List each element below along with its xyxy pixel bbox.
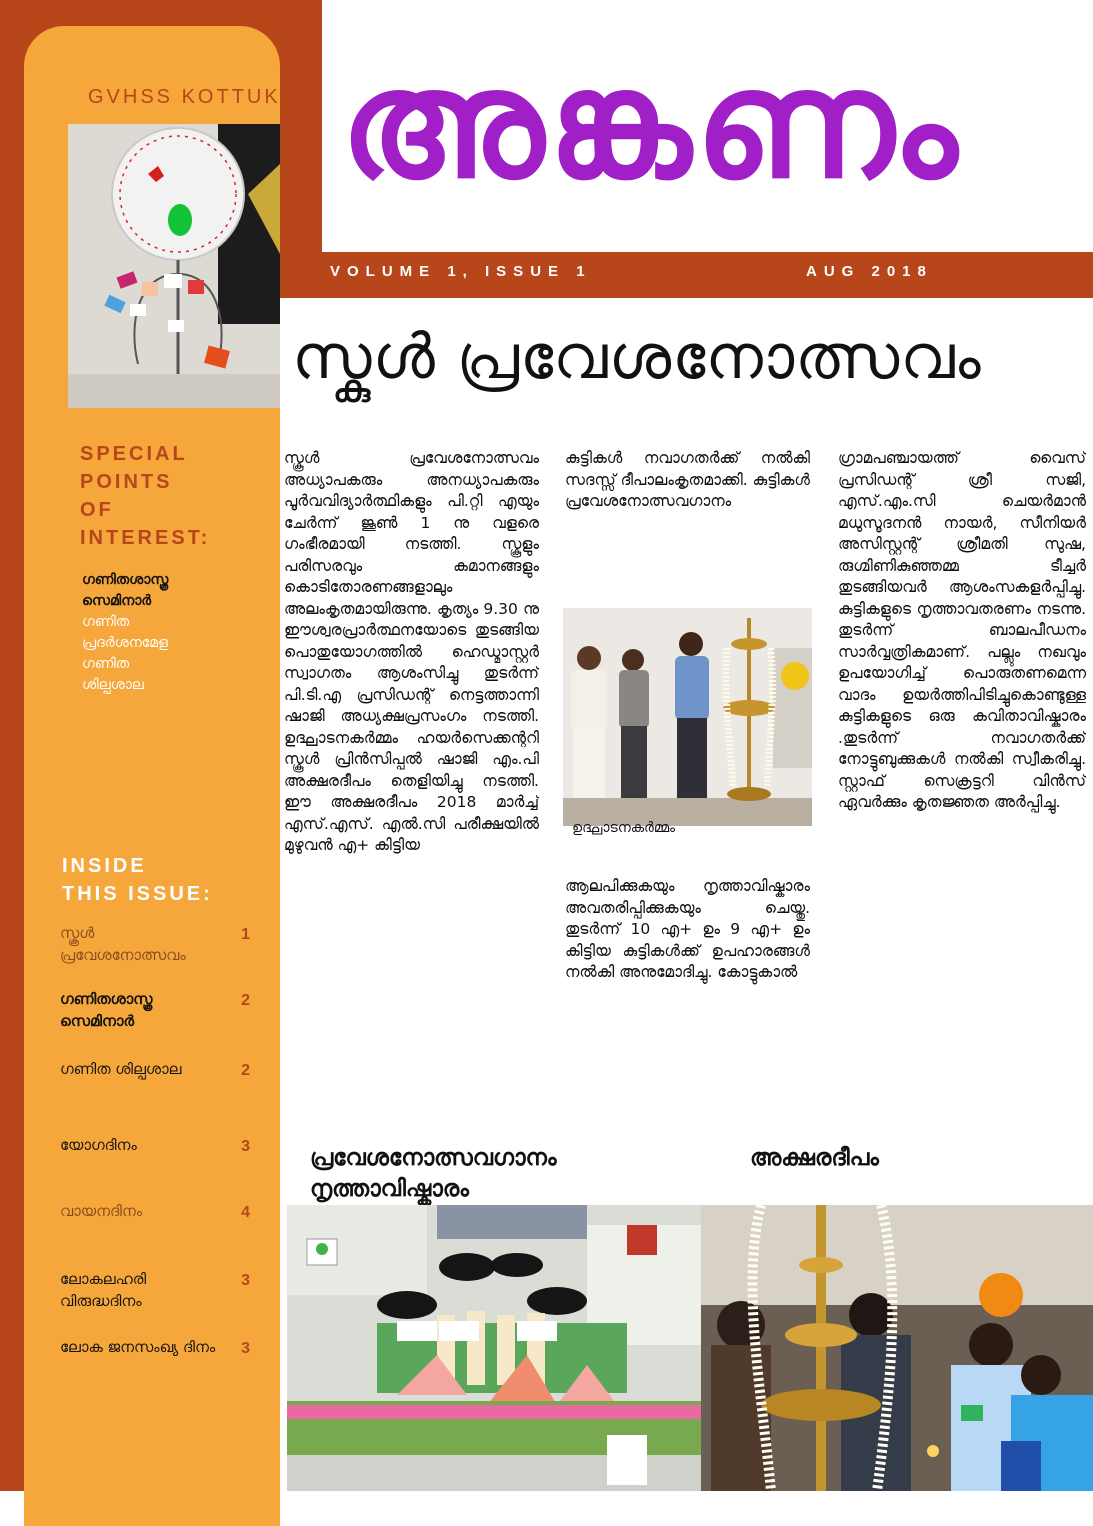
- toc-heading-line: THIS ISSUE:: [62, 883, 213, 905]
- toc-item-page: 2: [241, 992, 250, 1009]
- toc-item[interactable]: [60, 988, 250, 1032]
- points-heading-line: POINTS: [80, 471, 173, 493]
- photo-caption: ഉദ്ഘാടനകർമ്മം: [572, 820, 676, 836]
- article-column-3: [838, 448, 1086, 1023]
- point-item: പ്രദർശനമേള: [82, 635, 168, 651]
- issue-date: AUG 2018: [806, 263, 933, 280]
- toc-item[interactable]: [60, 922, 250, 966]
- song-dance-heading: [310, 1143, 557, 1205]
- song-heading-line: പ്രവേശനോത്സവഗാനം: [310, 1145, 557, 1171]
- points-heading: [80, 440, 210, 552]
- lamp-lighting-photo: [701, 1205, 1093, 1491]
- toc-item-page: 2: [241, 1062, 250, 1079]
- points-heading-line: SPECIAL: [80, 443, 188, 465]
- school-name: GVHSS KOTTUKAL: [88, 86, 312, 108]
- points-heading-line: OF: [80, 499, 114, 521]
- toc-item-page: 3: [241, 1138, 250, 1155]
- newsletter-title: അങ്കണം: [340, 38, 962, 212]
- dance-photo: [287, 1205, 701, 1491]
- article-paragraph: കുട്ടികൾ നവാഗതർക്ക് നൽകി സദസ്സ് ദീപാലംകൃതമാക്കി. കുട്ടികൾ പ്രവേശനോത്സവഗാനം: [565, 449, 810, 510]
- toc-item-title: യോഗദിനം: [60, 1136, 137, 1154]
- issue-volume: VOLUME 1, ISSUE 1: [330, 263, 592, 280]
- toc-item[interactable]: [60, 1058, 250, 1080]
- point-item: ശില്പശാല: [82, 677, 144, 693]
- article-paragraph: ഗ്രാമപഞ്ചായത്ത് വൈസ് പ്രസിഡന്റ് ശ്രീ സജി, എസ്.എം.സി ചെയർമാൻ മധുസൂദനൻ നായർ, സീനിയർ അസിസ്റ്റന്റ് ശ്രീമതി സുഷ, രുഗ്മിണികുഞ്ഞമ്മ ടീച്ചർ തുടങ്ങിയവർ ആശംസകളർപ്പിച്ചു. കുട്ടികളുടെ നൃത്താവതരണം നടന്നു. തുടർന്ന് ബാലപീഡനം സാർവ്വത്രികമാണ്. പല്ലും നഖവും ഉപയോഗിച്ച് പൊരുതണമെന്ന വാദം ഉയർത്തിപിടിച്ചുകൊണ്ടുള്ള കുട്ടികളുടെ ഒരു കവിതാവിഷ്കാരം .തുടർന്ന് നവാഗതർക്ക് നോട്ടുബുക്കുകൾ നൽകി സ്വീകരിച്ചു. സ്റ്റാഫ് സെക്രട്ടറി വിൻസ് ഏവർക്കും കൃതജ്ഞത അർപ്പിച്ചു.: [838, 449, 1086, 811]
- article-column-1: [284, 448, 539, 1128]
- toc-item-title: ഗണിത ശില്പശാല: [60, 1060, 182, 1078]
- article-paragraph: ആലപിക്കുകയും നൃത്താവിഷ്കാരം അവതരിപ്പിക്കുകയും ചെയ്തു. തുടർന്ന് 10 എ+ ഉം 9 എ+ ഉം കിട്ടിയ കുട്ടികൾക്ക് ഉപഹാരങ്ങൾ നൽകി അനുമോദിച്ചു. കോട്ടുകാൽ: [565, 877, 810, 981]
- inauguration-photo: [563, 608, 812, 826]
- toc-item-title: ലോക ജനസംഖ്യ ദിനം: [60, 1338, 216, 1356]
- point-item: സെമിനാർ: [82, 593, 152, 609]
- cover-photo: [68, 124, 280, 408]
- toc-item-title: വായനദിനം: [60, 1202, 143, 1220]
- toc-item-page: 4: [241, 1204, 250, 1221]
- point-item: ഗണിതശാസ്ത്ര: [82, 572, 169, 588]
- article-paragraph: സ്കൂൾ പ്രവേശനോത്സവം അധ്യാപകരും അനധ്യാപകരും പൂർവവിദ്യാർത്ഥികളും പി.റ്റി എയും ചേർന്ന് ജൂൺ 1 നു വളരെ ഗംഭീരമായി നടത്തി. സ്കൂളും പരിസരവും കമാനങ്ങളും കൊടിതോരണങ്ങളാലും അലംകൃതമായിരുന്നു. കൃത്യം 9.30 നു ഈശ്വരപ്രാർത്ഥനയോടെ തുടങ്ങിയ പൊതുയോഗത്തിൽ ഹെഡ്മാസ്റ്റർ സ്വാഗതം ആശംസിച്ചു തുടർന്ന് പി.ടി.എ പ്രസിഡന്റ് നെട്ടത്താന്നി ഷാജി അധ്യക്ഷപ്രസംഗം നടത്തി. ഉദ്ഘാടനകർമ്മം ഹയർസെക്കന്ററി സ്കൂൾ പ്രിൻസിപ്പൽ ഷാജി എം.പി അക്ഷരദീപം തെളിയിച്ചു നടത്തി. ഈ അക്ഷരദീപം 2018 മാർച്ച് എസ്.എസ്. എൽ.സി പരീക്ഷയിൽ മുഴുവൻ എ+ കിട്ടിയ: [284, 449, 539, 854]
- toc-item[interactable]: [60, 1134, 250, 1156]
- points-list: [82, 570, 262, 696]
- lamp-heading: അക്ഷരദീപം: [750, 1145, 879, 1171]
- toc-item-page: 3: [241, 1340, 250, 1357]
- article-headline: സ്കുൾ പ്രവേശനോത്സവം: [292, 320, 982, 393]
- points-heading-line: INTEREST:: [80, 527, 211, 549]
- toc-item-title: ലോകലഹരി വിരുദ്ധദിനം: [60, 1270, 147, 1310]
- toc-heading: [62, 852, 213, 908]
- article-column-2-bottom: [565, 876, 810, 1048]
- toc-item[interactable]: [60, 1268, 250, 1312]
- toc-item[interactable]: [60, 1200, 250, 1222]
- point-item: ഗണിത: [82, 614, 130, 630]
- dance-heading-line: നൃത്താവിഷ്കാരം: [310, 1176, 469, 1203]
- toc-item-page: 1: [241, 926, 250, 943]
- point-item: ഗണിത: [82, 656, 130, 672]
- toc-item-title: ഗണിതശാസ്ത്ര സെമിനാർ: [60, 990, 153, 1030]
- toc-item-title: സ്കൂൾ പ്രവേശനോത്സവം: [60, 924, 186, 964]
- toc-item-page: 3: [241, 1272, 250, 1289]
- article-column-2-top: [565, 448, 810, 578]
- toc-item[interactable]: [60, 1336, 250, 1358]
- toc-heading-line: INSIDE: [62, 855, 147, 877]
